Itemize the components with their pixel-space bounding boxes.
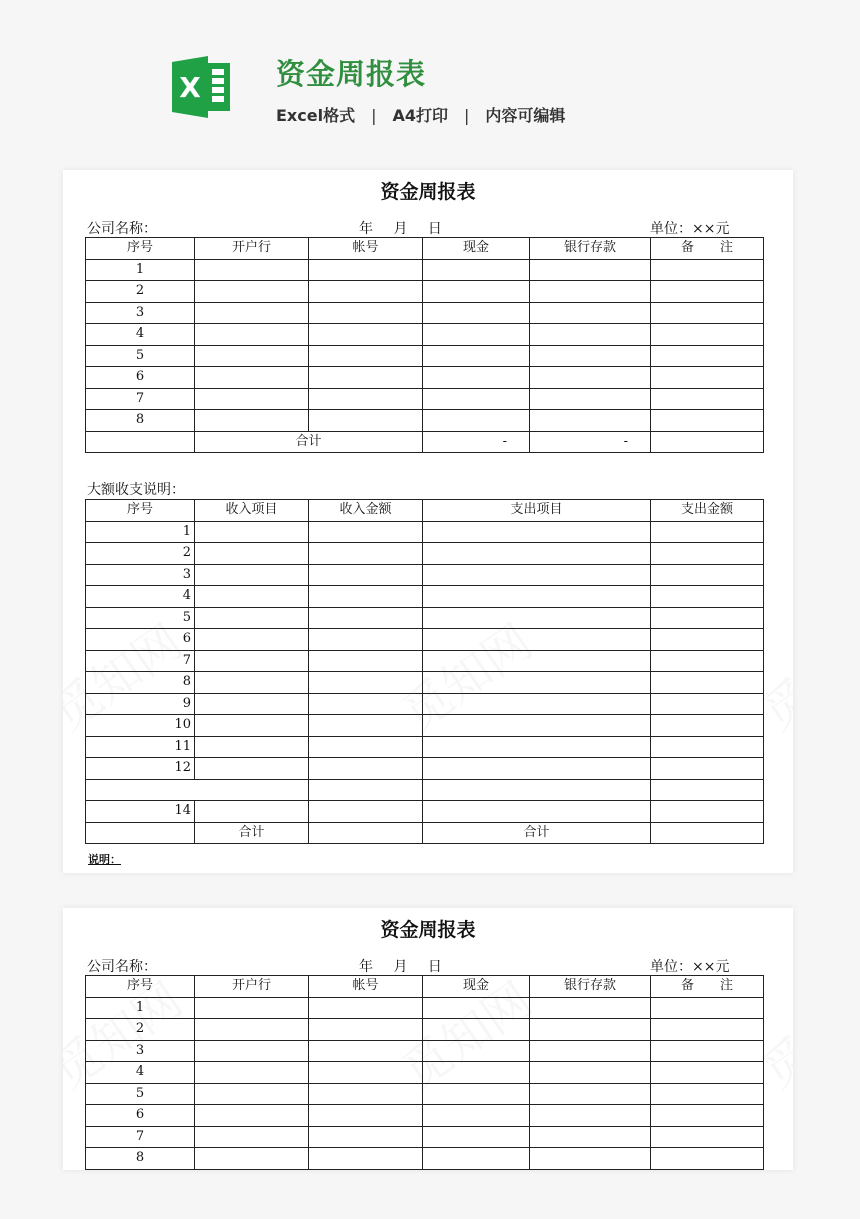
table-cell[interactable] [651,388,764,410]
column-header: 现金 [423,238,530,260]
table-cell[interactable] [195,410,309,432]
row-number: 8 [86,410,195,432]
column-header: 序号 [86,500,195,522]
table-row [86,410,764,432]
table-cell[interactable] [195,324,309,346]
table-cell[interactable] [309,1062,423,1084]
table-cell[interactable] [423,1083,530,1105]
row-number: 7 [86,1126,195,1148]
table-row [86,586,764,608]
table-cell[interactable] [530,1148,651,1170]
table-cell[interactable] [195,388,309,410]
table-cell[interactable] [309,1040,423,1062]
table-cell[interactable] [195,997,309,1019]
spreadsheet-page-preview [63,908,793,1170]
table-cell[interactable] [423,715,651,737]
table-header-row [86,238,764,260]
table-cell[interactable] [423,1126,530,1148]
column-header: 帐号 [309,976,423,998]
table-row [86,324,764,346]
table-cell[interactable] [423,521,651,543]
table-row [86,1019,764,1041]
table-cell[interactable] [86,822,195,844]
table-cell[interactable] [309,822,423,844]
table-cell[interactable] [309,629,423,651]
table-cell[interactable] [651,715,764,737]
table-cell[interactable] [423,1148,530,1170]
table-cell[interactable] [423,779,651,801]
table-cell[interactable] [423,693,651,715]
row-number: 10 [86,715,195,737]
table-cell[interactable] [309,801,423,823]
table-cell[interactable] [530,1126,651,1148]
table-cell[interactable] [423,997,530,1019]
table-row [86,521,764,543]
income-total-label: 合计 [195,822,309,844]
total-bank-deposit: - [530,431,651,453]
column-header: 序号 [86,238,195,260]
table-cell[interactable] [651,324,764,346]
table-cell[interactable] [651,410,764,432]
table-cell[interactable] [530,259,651,281]
column-header: 备 注 [651,238,764,260]
table-cell[interactable] [86,431,195,453]
table-cell[interactable] [195,801,309,823]
company-name-label: 公司名称： [87,221,157,237]
table-cell[interactable] [195,1126,309,1148]
table-cell[interactable] [423,302,530,324]
table-cell[interactable] [423,345,530,367]
row-number: 4 [86,586,195,608]
table-cell[interactable] [195,1083,309,1105]
table-cell[interactable] [423,324,530,346]
table-cell[interactable] [651,564,764,586]
separator: | [371,106,377,125]
table-cell[interactable] [651,1062,764,1084]
excel-icon [170,55,234,119]
table-cell[interactable] [195,521,309,543]
table-row [86,281,764,303]
table-cell[interactable] [651,779,764,801]
table-cell[interactable] [309,543,423,565]
table-row [86,758,764,780]
table-cell[interactable] [195,564,309,586]
table-cell[interactable] [423,586,651,608]
table-cell[interactable] [309,410,423,432]
table-cell[interactable] [195,629,309,651]
table-cell[interactable] [651,1040,764,1062]
note-label: 说明： [88,853,121,866]
table-cell[interactable] [195,650,309,672]
table-row [86,1105,764,1127]
table-cell[interactable] [309,367,423,389]
table-row [86,367,764,389]
table-cell[interactable] [651,736,764,758]
table-cell[interactable] [423,1019,530,1041]
table-cell[interactable] [651,1083,764,1105]
table-cell[interactable] [530,388,651,410]
table-cell[interactable] [195,1105,309,1127]
table-cell[interactable] [309,259,423,281]
row-number: 2 [86,1019,195,1041]
table-row [86,1083,764,1105]
table-cell[interactable] [651,607,764,629]
table-row [86,302,764,324]
table-row [86,1040,764,1062]
table-cell[interactable] [423,388,530,410]
column-header: 现金 [423,976,530,998]
table-cell[interactable] [309,521,423,543]
table-cell[interactable] [195,259,309,281]
table-cell[interactable] [195,607,309,629]
row-number: 3 [86,302,195,324]
table-cell[interactable] [530,302,651,324]
table-cell[interactable] [530,410,651,432]
row-number: 12 [86,758,195,780]
table-cell[interactable] [309,1126,423,1148]
total-row [86,431,764,453]
table-row [86,779,764,801]
total-label: 合计 [195,431,423,453]
total-row [86,822,764,844]
table-cell[interactable] [530,1062,651,1084]
table-row [86,388,764,410]
table-row [86,1148,764,1170]
table-cell[interactable] [309,650,423,672]
table-row [86,543,764,565]
table-cell[interactable] [651,822,764,844]
table-cell[interactable] [651,431,764,453]
table-cell[interactable] [195,543,309,565]
table-cell[interactable] [309,564,423,586]
page-title: 资金周报表 [276,57,427,91]
table-cell[interactable] [423,801,651,823]
table-cell[interactable] [423,564,651,586]
table-cell[interactable] [195,672,309,694]
row-number: 1 [86,259,195,281]
row-number: 8 [86,672,195,694]
table-cell[interactable] [195,736,309,758]
fund-table [85,237,764,453]
table-cell[interactable] [651,693,764,715]
table-row [86,650,764,672]
row-number: 14 [86,801,195,823]
table-row [86,1126,764,1148]
row-number: 3 [86,1040,195,1062]
table-row [86,693,764,715]
format-tag: Excel格式 [276,106,356,125]
company-name-label: 公司名称： [87,959,157,975]
print-tag: A4打印 [392,106,448,125]
table-cell[interactable] [195,345,309,367]
table-cell[interactable] [309,1083,423,1105]
table-row [86,259,764,281]
column-header: 支出项目 [423,500,651,522]
table-cell[interactable] [530,1083,651,1105]
column-header: 支出金额 [651,500,764,522]
table-row [86,345,764,367]
separator: | [464,106,470,125]
table-cell[interactable] [309,607,423,629]
table-cell[interactable] [651,672,764,694]
table-cell[interactable] [423,650,651,672]
date-label: 年 月 日 [359,959,442,975]
table-cell[interactable] [651,345,764,367]
table-cell[interactable] [195,715,309,737]
table-cell[interactable] [423,1040,530,1062]
table-row [86,736,764,758]
table-cell[interactable] [423,259,530,281]
column-header: 收入金额 [309,500,423,522]
table-cell[interactable] [651,801,764,823]
table-cell[interactable] [309,1148,423,1170]
table-cell[interactable] [651,586,764,608]
row-number: 6 [86,367,195,389]
table-cell[interactable] [651,543,764,565]
table-cell[interactable] [309,586,423,608]
table-cell[interactable] [651,367,764,389]
table-cell[interactable] [309,388,423,410]
table-cell[interactable] [195,758,309,780]
table-header-row [86,976,764,998]
row-number: 1 [86,997,195,1019]
table-cell[interactable] [309,281,423,303]
table-cell[interactable] [195,367,309,389]
table-cell[interactable] [530,281,651,303]
table-cell[interactable] [530,324,651,346]
table-cell[interactable] [423,1105,530,1127]
table-cell[interactable] [309,1019,423,1041]
table-cell[interactable] [651,521,764,543]
column-header: 开户行 [195,238,309,260]
row-number: 5 [86,345,195,367]
table-cell[interactable] [423,672,651,694]
table-cell[interactable] [195,1040,309,1062]
table-cell[interactable] [651,302,764,324]
table-header-row [86,500,764,522]
row-number: 1 [86,521,195,543]
table-cell[interactable] [651,650,764,672]
table-cell[interactable] [530,345,651,367]
table-cell[interactable] [423,543,651,565]
table-row [86,629,764,651]
table-cell[interactable] [423,758,651,780]
row-number: 8 [86,1148,195,1170]
table-cell[interactable] [309,758,423,780]
table-cell[interactable] [651,259,764,281]
table-cell[interactable] [423,367,530,389]
column-header: 序号 [86,976,195,998]
row-number: 2 [86,281,195,303]
row-number: 2 [86,543,195,565]
table-cell[interactable] [651,997,764,1019]
table-cell[interactable] [651,1126,764,1148]
table-row [86,607,764,629]
column-header: 银行存款 [530,238,651,260]
large-transactions-table [85,499,764,844]
table-cell[interactable] [423,607,651,629]
table-cell[interactable] [309,672,423,694]
document-title: 资金周报表 [380,181,476,203]
table-cell[interactable] [651,1105,764,1127]
column-header: 银行存款 [530,976,651,998]
table-cell[interactable] [530,1040,651,1062]
row-number: 7 [86,388,195,410]
table-cell[interactable] [195,281,309,303]
table-cell[interactable] [309,345,423,367]
expense-total-label: 合计 [423,822,651,844]
date-label: 年 月 日 [359,221,442,237]
row-number: 7 [86,650,195,672]
svg-text:X: X [179,71,201,104]
table-row [86,997,764,1019]
total-cash: - [423,431,530,453]
table-cell[interactable] [651,1019,764,1041]
table-cell[interactable] [195,1148,309,1170]
spreadsheet-page [63,170,793,873]
page-subtitle [276,103,565,126]
table-row [86,801,764,823]
row-number [86,779,309,801]
table-cell[interactable] [530,1105,651,1127]
column-header: 备 注 [651,976,764,998]
table-cell[interactable] [309,779,423,801]
table-cell[interactable] [423,281,530,303]
column-header: 开户行 [195,976,309,998]
table-cell[interactable] [423,629,651,651]
fund-table [85,975,764,1170]
table-cell[interactable] [651,281,764,303]
row-number: 4 [86,1062,195,1084]
table-cell[interactable] [309,715,423,737]
table-cell[interactable] [195,1019,309,1041]
row-number: 4 [86,324,195,346]
table-row [86,672,764,694]
table-cell[interactable] [195,586,309,608]
page-header [0,0,860,150]
row-number: 5 [86,1083,195,1105]
table-row [86,564,764,586]
table-cell[interactable] [423,1062,530,1084]
row-number: 5 [86,607,195,629]
editable-tag: 内容可编辑 [485,106,566,125]
table-cell[interactable] [309,693,423,715]
table-cell[interactable] [651,758,764,780]
table-cell[interactable] [195,1062,309,1084]
row-number: 6 [86,1105,195,1127]
row-number: 11 [86,736,195,758]
table-cell[interactable] [309,324,423,346]
table-cell[interactable] [309,1105,423,1127]
unit-label: 单位：××元 [650,959,730,975]
document-title: 资金周报表 [380,919,476,941]
row-number: 9 [86,693,195,715]
column-header: 帐号 [309,238,423,260]
row-number: 6 [86,629,195,651]
table-cell[interactable] [530,997,651,1019]
table-cell[interactable] [530,367,651,389]
unit-label: 单位：××元 [650,221,730,237]
table-row [86,1062,764,1084]
table-cell[interactable] [195,693,309,715]
table-cell[interactable] [195,302,309,324]
table-cell[interactable] [309,736,423,758]
table-cell[interactable] [651,1148,764,1170]
table-cell[interactable] [309,302,423,324]
table-cell[interactable] [423,410,530,432]
table-cell[interactable] [309,997,423,1019]
table-cell[interactable] [423,736,651,758]
row-number: 3 [86,564,195,586]
table-row [86,715,764,737]
column-header: 收入项目 [195,500,309,522]
table-cell[interactable] [651,629,764,651]
section-label: 大额收支说明： [87,482,185,498]
table-cell[interactable] [530,1019,651,1041]
